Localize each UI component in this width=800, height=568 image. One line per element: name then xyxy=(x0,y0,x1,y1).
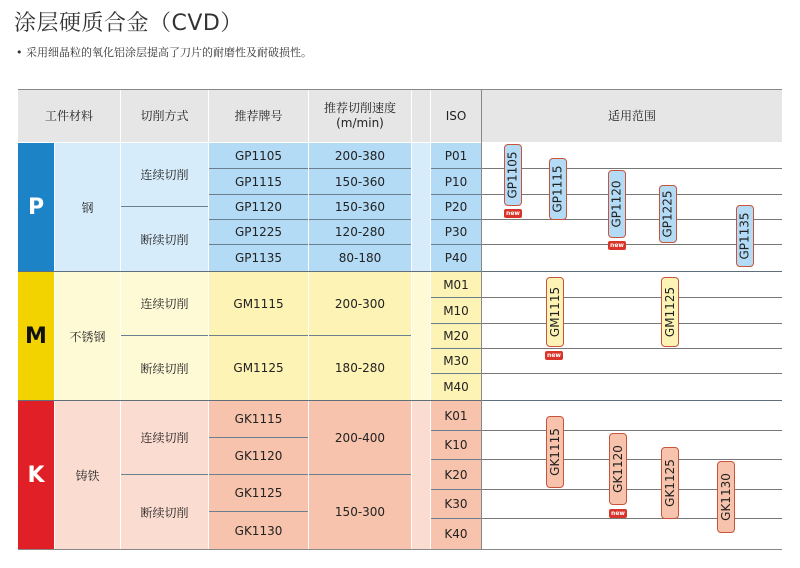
iso-cell: K01 xyxy=(431,401,481,431)
group-letter-m: M xyxy=(18,272,54,400)
iso-cell: M10 xyxy=(431,298,481,324)
spacer-m xyxy=(412,272,430,400)
grade-cell: GM1125 xyxy=(209,336,308,400)
grade-cell: GK1130 xyxy=(209,512,308,549)
new-badge: new xyxy=(608,241,626,250)
range-tag: GM1125 xyxy=(661,277,679,347)
iso-cell: K30 xyxy=(431,490,481,519)
range-line xyxy=(482,323,782,324)
header-speed: 推荐切削速度 (m/min) xyxy=(309,90,411,142)
cutting-interrupted-m: 断续切削 xyxy=(121,336,208,400)
iso-cell: P10 xyxy=(431,169,481,195)
range-tag: GP1105 xyxy=(504,144,522,206)
iso-cell: M30 xyxy=(431,349,481,374)
iso-cell: M40 xyxy=(431,374,481,400)
cutting-continuous-p: 连续切削 xyxy=(121,143,208,207)
iso-cell: P30 xyxy=(431,220,481,245)
range-tag: GP1120 xyxy=(608,170,626,238)
group-divider xyxy=(18,271,782,272)
iso-cell: K40 xyxy=(431,519,481,549)
grade-cell: GP1115 xyxy=(209,169,308,195)
iso-cell: K20 xyxy=(431,460,481,490)
spacer-p xyxy=(412,143,430,271)
range-tag: GK1115 xyxy=(546,416,564,488)
range-line xyxy=(482,348,782,349)
group-letter-k: K xyxy=(18,401,54,549)
iso-cell: P20 xyxy=(431,195,481,220)
grade-cell: GP1225 xyxy=(209,220,308,245)
table-top-border xyxy=(18,89,782,90)
header-grade: 推荐牌号 xyxy=(209,90,308,142)
grade-cell: GP1135 xyxy=(209,245,308,271)
group-letter-p: P xyxy=(18,143,54,271)
grade-cell: GK1120 xyxy=(209,438,308,475)
range-tag: GK1120 xyxy=(609,433,627,505)
speed-cell: 200-300 xyxy=(309,272,411,336)
iso-cell: M20 xyxy=(431,324,481,349)
speed-cell: 200-380 xyxy=(309,143,411,169)
speed-cell: 80-180 xyxy=(309,245,411,271)
header-spacer xyxy=(412,90,430,142)
iso-cell: K10 xyxy=(431,431,481,460)
grade-cell: GK1115 xyxy=(209,401,308,438)
range-tag: GP1225 xyxy=(659,185,677,243)
iso-cell: P01 xyxy=(431,143,481,169)
iso-cell: P40 xyxy=(431,245,481,271)
iso-cell: M01 xyxy=(431,272,481,298)
range-tag: GK1130 xyxy=(717,461,735,533)
cutting-interrupted-k: 断续切削 xyxy=(121,475,208,549)
range-line xyxy=(482,489,782,490)
header-material: 工件材料 xyxy=(18,90,120,142)
new-badge: new xyxy=(545,351,563,360)
group-divider xyxy=(18,400,782,401)
new-badge: new xyxy=(504,209,522,218)
cutting-continuous-m: 连续切削 xyxy=(121,272,208,336)
range-line xyxy=(482,373,782,374)
cutting-continuous-k: 连续切削 xyxy=(121,401,208,475)
spacer-k xyxy=(412,401,430,549)
table-bottom-border xyxy=(18,549,782,550)
range-line xyxy=(482,194,782,195)
header-cutting: 切削方式 xyxy=(121,90,208,142)
speed-cell: 150-300 xyxy=(309,475,411,549)
range-line xyxy=(482,430,782,431)
speed-cell: 150-360 xyxy=(309,169,411,195)
range-line xyxy=(482,297,782,298)
range-tag: GP1135 xyxy=(736,205,754,267)
speed-cell: 150-360 xyxy=(309,195,411,220)
grade-cell: GP1120 xyxy=(209,195,308,220)
range-line xyxy=(482,459,782,460)
page-title: 涂层硬质合金（CVD） xyxy=(14,11,243,36)
cutting-interrupted-p: 断续切削 xyxy=(121,207,208,271)
speed-cell: 200-400 xyxy=(309,401,411,475)
grade-cell: GP1105 xyxy=(209,143,308,169)
header-iso: ISO xyxy=(431,90,481,142)
speed-cell: 120-280 xyxy=(309,220,411,245)
grade-cell: GK1125 xyxy=(209,475,308,512)
speed-cell: 180-280 xyxy=(309,336,411,400)
material-stainless: 不锈钢 xyxy=(55,272,120,400)
range-line xyxy=(482,168,782,169)
material-steel: 钢 xyxy=(55,143,120,271)
page-subtitle: • 采用细晶粒的氧化铝涂层提高了刀片的耐磨性及耐破损性。 xyxy=(16,46,312,59)
header-range: 适用范围 xyxy=(482,90,782,142)
grade-cell: GM1115 xyxy=(209,272,308,336)
range-left-border xyxy=(481,90,482,549)
range-tag: GK1125 xyxy=(661,447,679,519)
range-line xyxy=(482,518,782,519)
range-tag: GP1115 xyxy=(549,158,567,220)
material-cast-iron: 铸铁 xyxy=(55,401,120,549)
new-badge: new xyxy=(609,509,627,518)
range-tag: GM1115 xyxy=(546,277,564,347)
